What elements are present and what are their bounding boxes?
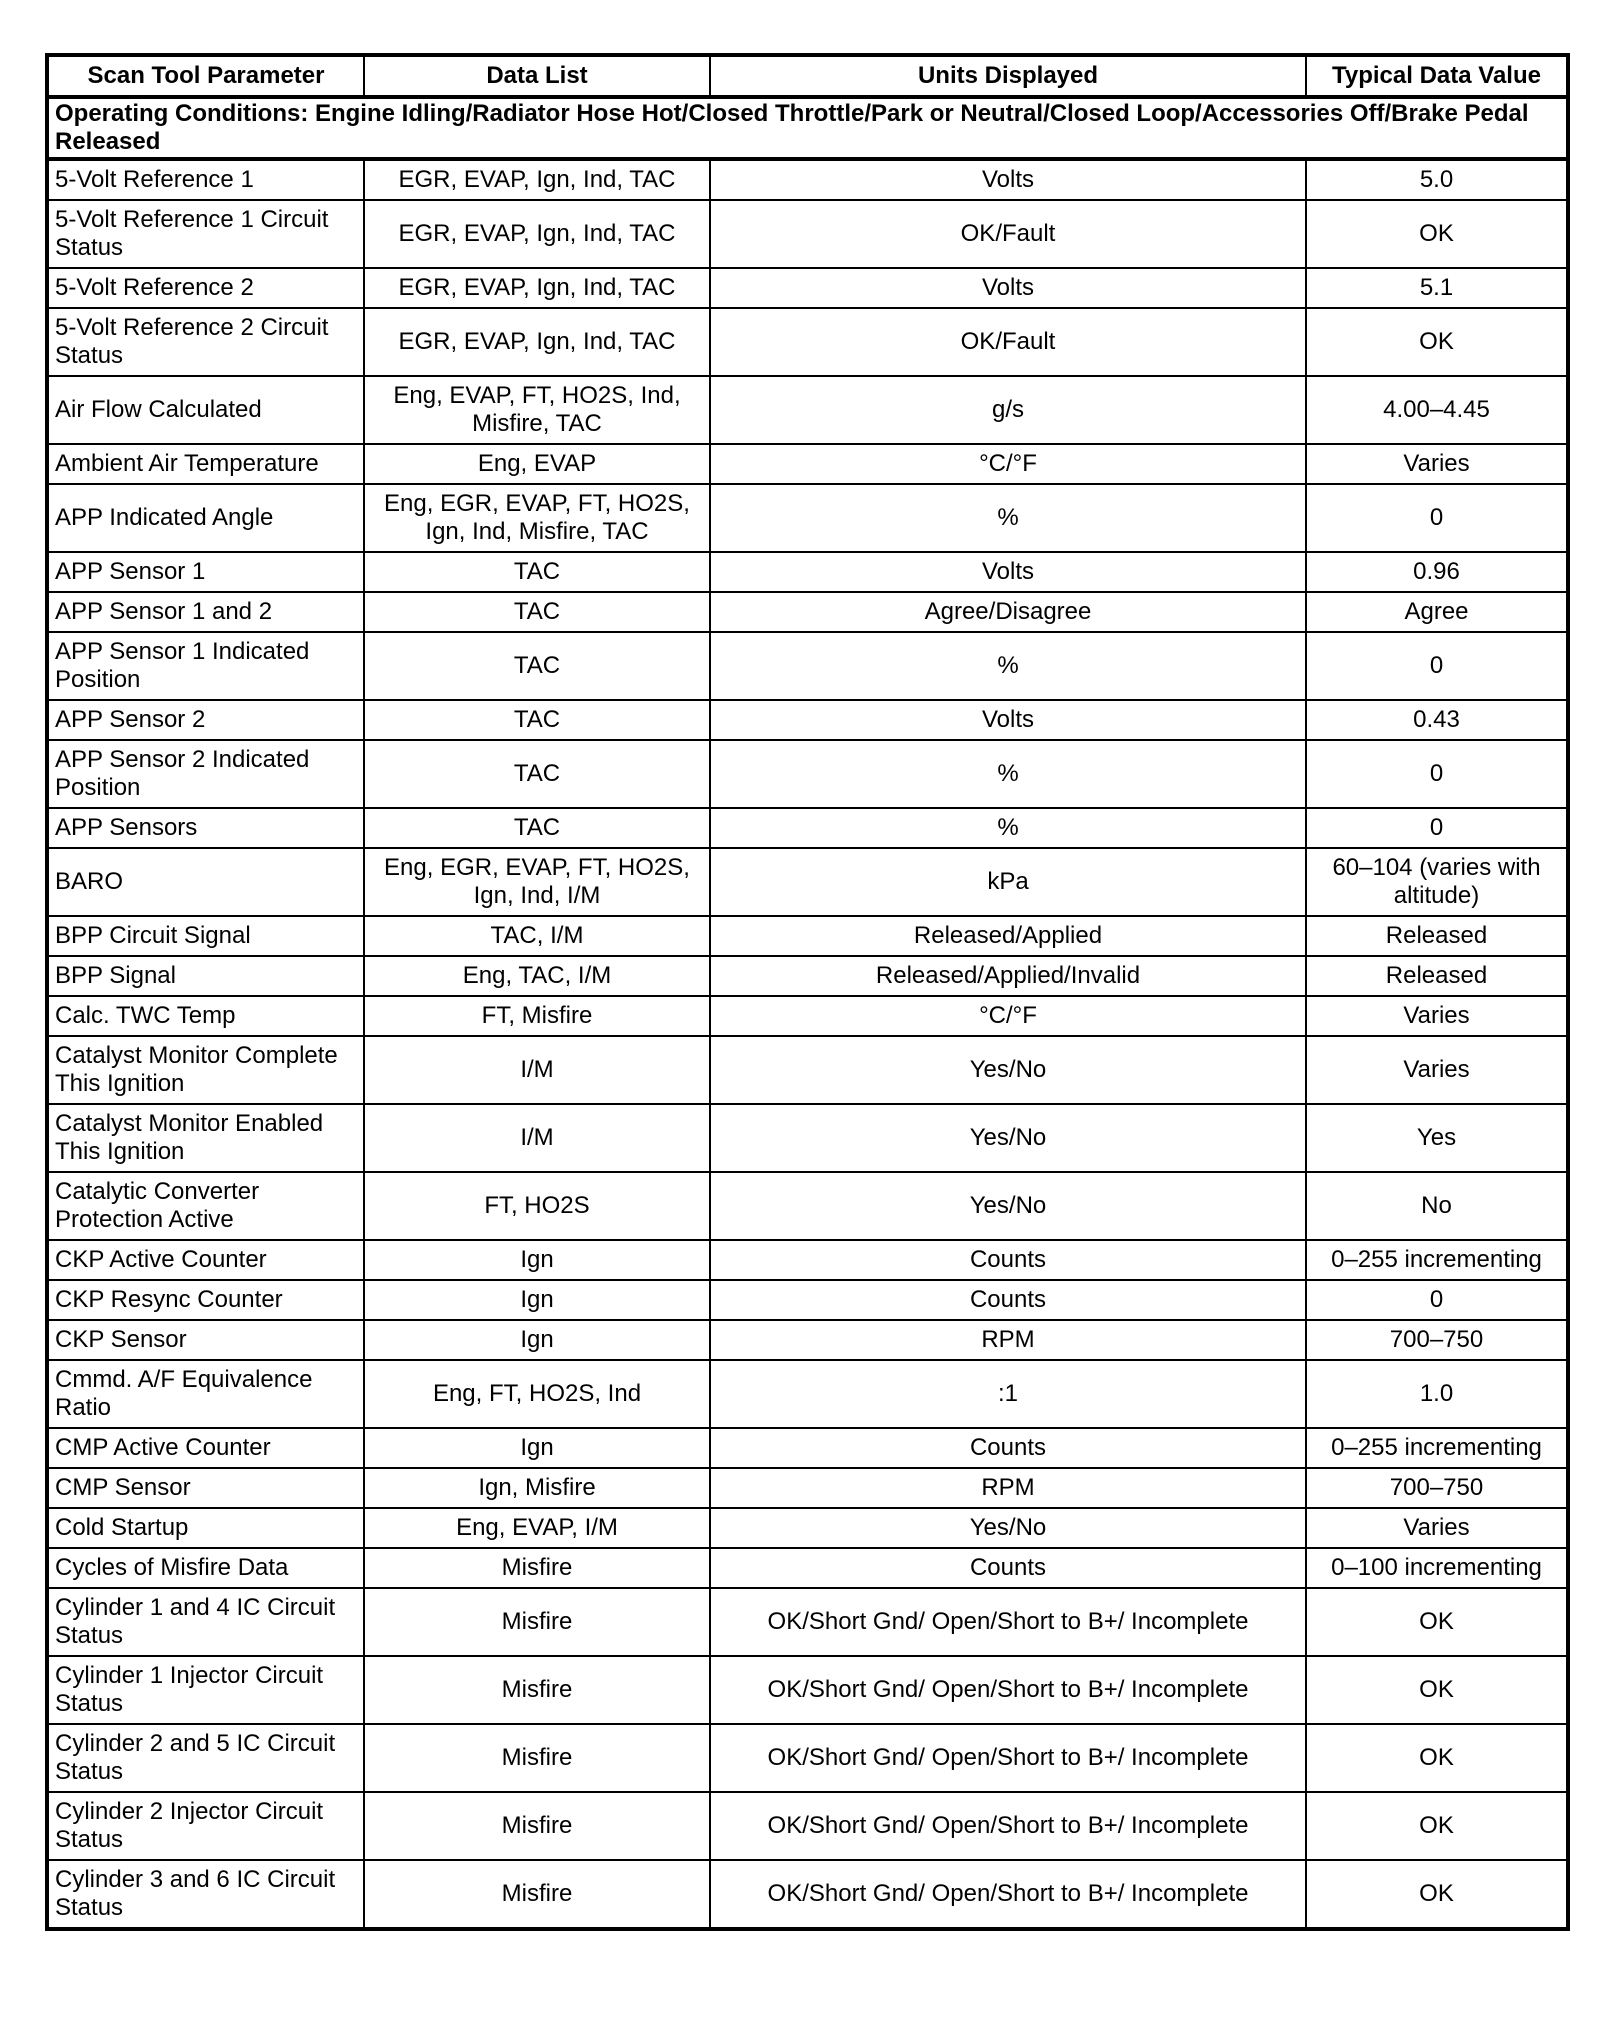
cell-data-list: Misfire: [364, 1860, 710, 1929]
cell-typical-value: 5.1: [1306, 268, 1568, 308]
cell-data-list: I/M: [364, 1104, 710, 1172]
cell-typical-value: OK: [1306, 1656, 1568, 1724]
cell-typical-value: No: [1306, 1172, 1568, 1240]
table-row: [47, 808, 1568, 848]
table-row: [47, 1860, 1568, 1929]
cell-data-list: Eng, EVAP, FT, HO2S, Ind, Misfire, TAC: [364, 376, 710, 444]
cell-parameter: 5-Volt Reference 2: [47, 268, 364, 308]
cell-parameter: APP Sensor 1 Indicated Position: [47, 632, 364, 700]
table-row: [47, 1036, 1568, 1104]
cell-units: Counts: [710, 1240, 1306, 1280]
cell-data-list: TAC: [364, 808, 710, 848]
cell-typical-value: Released: [1306, 916, 1568, 956]
cell-parameter: 5-Volt Reference 1: [47, 159, 364, 200]
cell-data-list: TAC: [364, 552, 710, 592]
cell-units: Yes/No: [710, 1508, 1306, 1548]
cell-parameter: APP Sensor 1 and 2: [47, 592, 364, 632]
cell-typical-value: 0: [1306, 1280, 1568, 1320]
cell-units: :1: [710, 1360, 1306, 1428]
cell-typical-value: Yes: [1306, 1104, 1568, 1172]
cell-data-list: Ign: [364, 1428, 710, 1468]
cell-typical-value: 0: [1306, 484, 1568, 552]
table-row: [47, 1172, 1568, 1240]
cell-data-list: TAC: [364, 592, 710, 632]
cell-data-list: I/M: [364, 1036, 710, 1104]
cell-parameter: BPP Circuit Signal: [47, 916, 364, 956]
cell-units: OK/Fault: [710, 200, 1306, 268]
table-row: [47, 592, 1568, 632]
cell-data-list: Ign: [364, 1280, 710, 1320]
header-typical-data-value: Typical Data Value: [1306, 55, 1568, 97]
cell-data-list: EGR, EVAP, Ign, Ind, TAC: [364, 200, 710, 268]
cell-data-list: Eng, EGR, EVAP, FT, HO2S, Ign, Ind, I/M: [364, 848, 710, 916]
cell-parameter: Catalytic Converter Protection Active: [47, 1172, 364, 1240]
table-row: [47, 484, 1568, 552]
cell-typical-value: Agree: [1306, 592, 1568, 632]
cell-typical-value: 0–255 incrementing: [1306, 1240, 1568, 1280]
cell-data-list: Misfire: [364, 1588, 710, 1656]
cell-data-list: Ign, Misfire: [364, 1468, 710, 1508]
table-row: [47, 1280, 1568, 1320]
cell-parameter: Catalyst Monitor Enabled This Ignition: [47, 1104, 364, 1172]
cell-typical-value: 0–100 incrementing: [1306, 1548, 1568, 1588]
cell-data-list: EGR, EVAP, Ign, Ind, TAC: [364, 159, 710, 200]
cell-parameter: 5-Volt Reference 1 Circuit Status: [47, 200, 364, 268]
cell-parameter: CKP Active Counter: [47, 1240, 364, 1280]
cell-units: Yes/No: [710, 1172, 1306, 1240]
table-row: [47, 1104, 1568, 1172]
cell-units: Yes/No: [710, 1104, 1306, 1172]
table-row: [47, 552, 1568, 592]
table-row: [47, 916, 1568, 956]
table-row: [47, 1468, 1568, 1508]
table-row: [47, 1360, 1568, 1428]
cell-typical-value: 0.43: [1306, 700, 1568, 740]
table-row: [47, 1508, 1568, 1548]
cell-data-list: Ign: [364, 1320, 710, 1360]
table-row: [47, 1428, 1568, 1468]
cell-parameter: Cylinder 1 Injector Circuit Status: [47, 1656, 364, 1724]
cell-units: %: [710, 740, 1306, 808]
cell-parameter: 5-Volt Reference 2 Circuit Status: [47, 308, 364, 376]
cell-typical-value: 0: [1306, 632, 1568, 700]
table-row: [47, 444, 1568, 484]
cell-parameter: Cycles of Misfire Data: [47, 1548, 364, 1588]
cell-typical-value: Released: [1306, 956, 1568, 996]
table-row: [47, 1240, 1568, 1280]
cell-parameter: APP Sensors: [47, 808, 364, 848]
cell-units: %: [710, 808, 1306, 848]
cell-parameter: Air Flow Calculated: [47, 376, 364, 444]
cell-units: Yes/No: [710, 1036, 1306, 1104]
cell-parameter: Cylinder 2 and 5 IC Circuit Status: [47, 1724, 364, 1792]
cell-typical-value: 700–750: [1306, 1320, 1568, 1360]
cell-typical-value: OK: [1306, 1792, 1568, 1860]
cell-typical-value: Varies: [1306, 1036, 1568, 1104]
cell-data-list: TAC: [364, 700, 710, 740]
cell-data-list: Eng, TAC, I/M: [364, 956, 710, 996]
cell-parameter: APP Indicated Angle: [47, 484, 364, 552]
table-row: [47, 1320, 1568, 1360]
cell-data-list: Ign: [364, 1240, 710, 1280]
header-units-displayed: Units Displayed: [710, 55, 1306, 97]
cell-typical-value: OK: [1306, 200, 1568, 268]
cell-typical-value: OK: [1306, 1588, 1568, 1656]
cell-units: Counts: [710, 1548, 1306, 1588]
cell-units: Counts: [710, 1428, 1306, 1468]
cell-typical-value: 0: [1306, 808, 1568, 848]
cell-units: Volts: [710, 552, 1306, 592]
table-header-row: [47, 55, 1568, 97]
cell-units: °C/°F: [710, 444, 1306, 484]
cell-units: OK/Short Gnd/ Open/Short to B+/ Incomplete: [710, 1656, 1306, 1724]
table-row: [47, 1548, 1568, 1588]
cell-parameter: BARO: [47, 848, 364, 916]
table-row: [47, 996, 1568, 1036]
cell-units: OK/Short Gnd/ Open/Short to B+/ Incomplete: [710, 1588, 1306, 1656]
cell-parameter: Cmmd. A/F Equivalence Ratio: [47, 1360, 364, 1428]
cell-units: %: [710, 632, 1306, 700]
cell-units: Released/Applied: [710, 916, 1306, 956]
operating-conditions: Operating Conditions: Engine Idling/Radiator Hose Hot/Closed Throttle/Park or Neutral/Closed Loop/Accessories Off/Brake Pedal Released: [47, 97, 1568, 159]
cell-data-list: Eng, EVAP: [364, 444, 710, 484]
cell-typical-value: 0: [1306, 740, 1568, 808]
cell-typical-value: 1.0: [1306, 1360, 1568, 1428]
cell-units: RPM: [710, 1320, 1306, 1360]
cell-parameter: Cylinder 1 and 4 IC Circuit Status: [47, 1588, 364, 1656]
cell-typical-value: 0.96: [1306, 552, 1568, 592]
table-row: [47, 740, 1568, 808]
table-row: [47, 1724, 1568, 1792]
cell-typical-value: OK: [1306, 1724, 1568, 1792]
cell-units: OK/Fault: [710, 308, 1306, 376]
cell-units: OK/Short Gnd/ Open/Short to B+/ Incomplete: [710, 1860, 1306, 1929]
cell-data-list: TAC, I/M: [364, 916, 710, 956]
header-scan-tool-parameter: Scan Tool Parameter: [47, 55, 364, 97]
cell-data-list: Misfire: [364, 1724, 710, 1792]
cell-data-list: Eng, EGR, EVAP, FT, HO2S, Ign, Ind, Misfire, TAC: [364, 484, 710, 552]
cell-units: Counts: [710, 1280, 1306, 1320]
cell-units: %: [710, 484, 1306, 552]
cell-parameter: APP Sensor 2 Indicated Position: [47, 740, 364, 808]
cell-parameter: Cylinder 3 and 6 IC Circuit Status: [47, 1860, 364, 1929]
cell-units: OK/Short Gnd/ Open/Short to B+/ Incomplete: [710, 1724, 1306, 1792]
cell-data-list: TAC: [364, 632, 710, 700]
cell-parameter: APP Sensor 2: [47, 700, 364, 740]
cell-units: g/s: [710, 376, 1306, 444]
scan-tool-data-table: [45, 53, 1570, 1931]
cell-parameter: Cylinder 2 Injector Circuit Status: [47, 1792, 364, 1860]
cell-units: RPM: [710, 1468, 1306, 1508]
cell-parameter: Cold Startup: [47, 1508, 364, 1548]
table-body: [47, 97, 1568, 1929]
cell-data-list: Eng, EVAP, I/M: [364, 1508, 710, 1548]
cell-typical-value: OK: [1306, 1860, 1568, 1929]
cell-parameter: CKP Resync Counter: [47, 1280, 364, 1320]
cell-units: °C/°F: [710, 996, 1306, 1036]
cell-data-list: TAC: [364, 740, 710, 808]
cell-units: Agree/Disagree: [710, 592, 1306, 632]
cell-units: Volts: [710, 268, 1306, 308]
table-row: [47, 268, 1568, 308]
cell-data-list: FT, Misfire: [364, 996, 710, 1036]
table-row: [47, 700, 1568, 740]
table-row: [47, 1588, 1568, 1656]
table-row: [47, 632, 1568, 700]
cell-data-list: EGR, EVAP, Ign, Ind, TAC: [364, 308, 710, 376]
cell-data-list: Misfire: [364, 1792, 710, 1860]
table-row: [47, 1792, 1568, 1860]
cell-parameter: Ambient Air Temperature: [47, 444, 364, 484]
cell-data-list: Misfire: [364, 1656, 710, 1724]
cell-units: Volts: [710, 700, 1306, 740]
table-row: [47, 848, 1568, 916]
cell-parameter: CMP Sensor: [47, 1468, 364, 1508]
table-row: [47, 376, 1568, 444]
cell-parameter: CKP Sensor: [47, 1320, 364, 1360]
header-data-list: Data List: [364, 55, 710, 97]
cell-parameter: Calc. TWC Temp: [47, 996, 364, 1036]
cell-parameter: CMP Active Counter: [47, 1428, 364, 1468]
cell-data-list: Eng, FT, HO2S, Ind: [364, 1360, 710, 1428]
cell-data-list: EGR, EVAP, Ign, Ind, TAC: [364, 268, 710, 308]
table-row: [47, 159, 1568, 200]
table-row: [47, 956, 1568, 996]
cell-data-list: FT, HO2S: [364, 1172, 710, 1240]
cell-typical-value: 700–750: [1306, 1468, 1568, 1508]
cell-units: kPa: [710, 848, 1306, 916]
cell-units: Volts: [710, 159, 1306, 200]
cell-typical-value: Varies: [1306, 1508, 1568, 1548]
cell-parameter: APP Sensor 1: [47, 552, 364, 592]
cell-units: Released/Applied/Invalid: [710, 956, 1306, 996]
cell-typical-value: 5.0: [1306, 159, 1568, 200]
table-row: [47, 200, 1568, 268]
cell-units: OK/Short Gnd/ Open/Short to B+/ Incomplete: [710, 1792, 1306, 1860]
cell-typical-value: 60–104 (varies with altitude): [1306, 848, 1568, 916]
cell-typical-value: 4.00–4.45: [1306, 376, 1568, 444]
cell-typical-value: Varies: [1306, 444, 1568, 484]
operating-conditions-row: [47, 97, 1568, 159]
cell-parameter: Catalyst Monitor Complete This Ignition: [47, 1036, 364, 1104]
cell-data-list: Misfire: [364, 1548, 710, 1588]
cell-parameter: BPP Signal: [47, 956, 364, 996]
cell-typical-value: 0–255 incrementing: [1306, 1428, 1568, 1468]
table-row: [47, 1656, 1568, 1724]
cell-typical-value: Varies: [1306, 996, 1568, 1036]
table-row: [47, 308, 1568, 376]
cell-typical-value: OK: [1306, 308, 1568, 376]
